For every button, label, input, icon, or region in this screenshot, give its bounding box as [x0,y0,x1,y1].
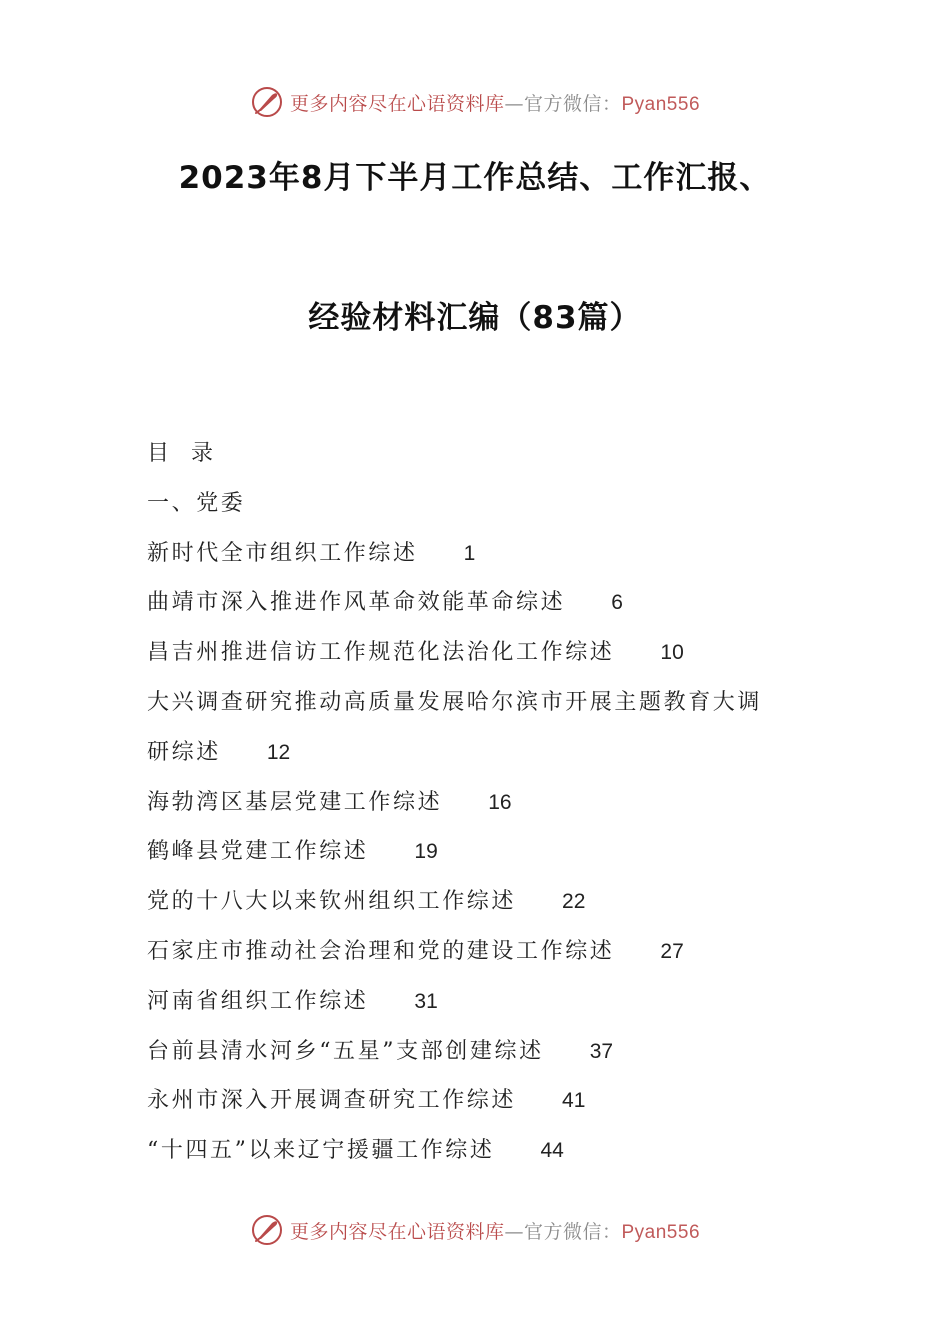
banner-text [290,89,700,116]
toc-entry-title: 大兴调查研究推动高质量发展哈尔滨市开展主题教育大调 [147,689,763,715]
banner-main-text: 更多内容尽在心语资料库 [289,92,505,115]
toc-entry-page: 19 [414,840,438,864]
toc-entry[interactable] [147,1031,827,1081]
toc-entry[interactable] [147,533,827,583]
table-of-contents [147,433,827,1180]
toc-entry-title: 石家庄市推动社会治理和党的建设工作综述 [147,938,615,964]
banner-wechat-id: Pyan556 [621,93,701,115]
toc-entry-page: 1 [463,541,476,565]
toc-entry[interactable] [147,582,827,632]
toc-entry-page: 16 [488,790,512,814]
document-title-line-2: 经验材料汇编（83篇） [308,300,642,336]
toc-entry-page: 31 [414,989,438,1013]
quill-logo-icon [250,85,284,119]
banner-text [290,1217,700,1244]
toc-entry-title: 研综述 [147,739,221,765]
banner-content [250,85,700,119]
toc-entry[interactable] [147,831,827,881]
banner-content [250,1213,700,1247]
toc-entry-title: 党的十八大以来钦州组织工作综述 [147,889,517,915]
toc-entry-page: 22 [562,890,586,914]
toc-entry-page: 10 [660,641,684,665]
toc-entry-page: 6 [611,591,623,615]
toc-entry[interactable] [147,1080,827,1130]
toc-entry-title: 昌吉州推进信访工作规范化法治化工作综述 [147,640,615,666]
toc-entry-page: 37 [589,1039,614,1063]
toc-entry-title: 永州市深入开展调查研究工作综述 [147,1088,517,1114]
toc-entry[interactable] [147,1130,827,1180]
banner-wechat-label: 官方微信： [523,1220,622,1243]
toc-entry-title: “十四五”以来辽宁援疆工作综述 [147,1138,495,1164]
header-banner [0,82,950,122]
toc-entry-continued[interactable] [147,732,827,782]
toc-entry[interactable] [147,632,827,682]
toc-entry-page: 27 [660,939,684,963]
toc-entry-title: 台前县清水河乡“五星”支部创建综述 [147,1038,544,1064]
banner-dash: — [504,1220,524,1243]
toc-entry-page: 12 [266,740,291,764]
toc-entry[interactable] [147,981,827,1031]
banner-wechat-id: Pyan556 [621,1221,701,1243]
toc-entry-title: 曲靖市深入推进作风革命效能革命综述 [147,590,566,616]
banner-main-text: 更多内容尽在心语资料库 [289,1220,505,1243]
banner-wechat-label: 官方微信： [523,92,622,115]
document-title-line-1: 2023年8月下半月工作总结、工作汇报、 [178,160,772,196]
footer-banner [0,1210,950,1250]
toc-heading: 目录 [147,441,236,466]
toc-entry[interactable] [147,881,827,931]
toc-entry-title: 河南省组织工作综述 [147,988,369,1014]
toc-entry[interactable] [147,931,827,981]
toc-entry-page: 41 [562,1089,586,1113]
toc-entry-title: 海勃湾区基层党建工作综述 [147,789,443,815]
banner-dash: — [504,92,524,115]
toc-entry[interactable] [147,782,827,832]
toc-entry-page: 44 [540,1139,564,1163]
toc-section-heading: 一、党委 [147,490,246,516]
toc-entry-title: 新时代全市组织工作综述 [147,540,418,566]
quill-logo-icon [250,1213,284,1247]
toc-entry-title: 鹤峰县党建工作综述 [147,839,369,865]
toc-entry[interactable] [147,682,827,732]
